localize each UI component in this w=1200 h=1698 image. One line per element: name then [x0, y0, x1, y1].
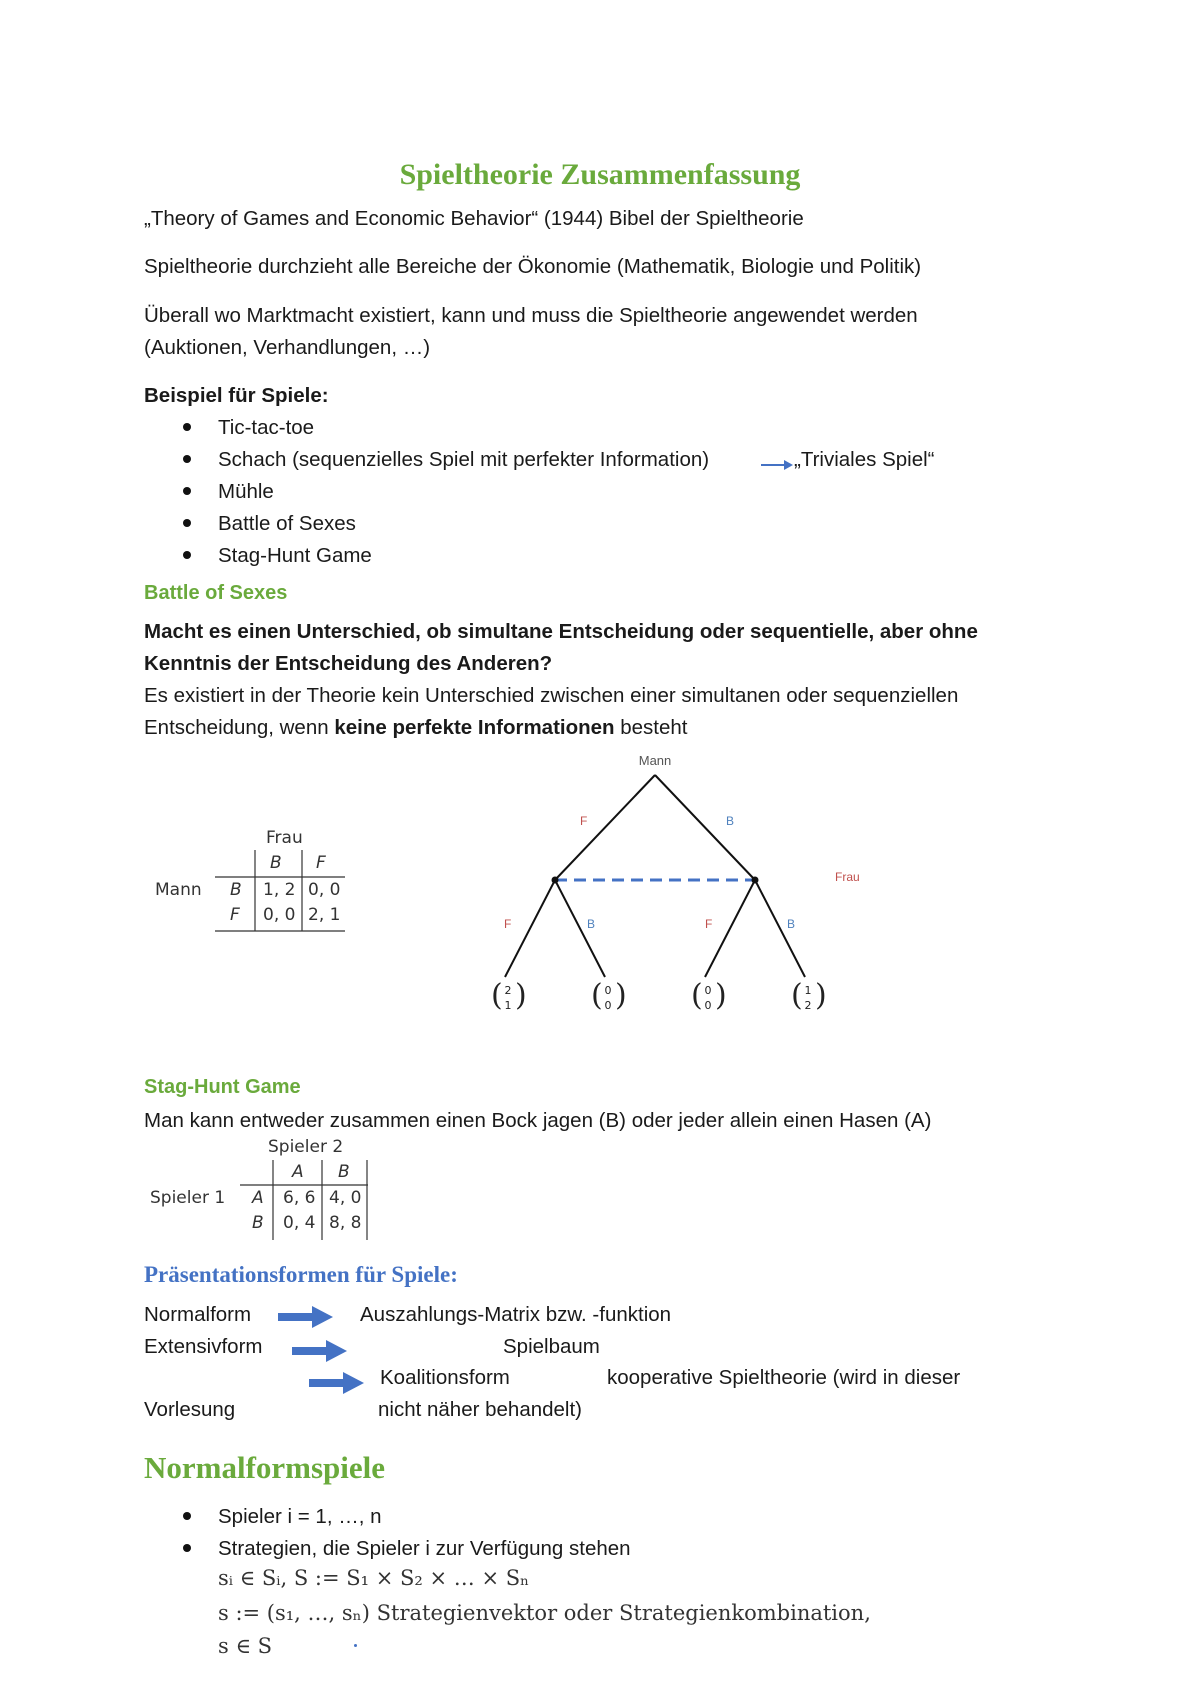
matrix-grid-lines	[240, 1160, 375, 1245]
schach-note: „Triviales Spiel“	[794, 448, 935, 471]
matrix-cell: 8, 8	[329, 1213, 362, 1233]
bullet-icon	[183, 487, 191, 495]
tree-edge	[705, 880, 755, 977]
page-title: Spieltheorie Zusammenfassung	[399, 158, 801, 191]
answer-post: besteht	[614, 716, 688, 739]
matrix-cell: 2, 1	[308, 905, 341, 925]
game-tree	[470, 745, 870, 1035]
matrix-row-player: Mann	[155, 880, 202, 900]
matrix-col-label: B	[338, 1162, 350, 1182]
svg-text:(: (	[591, 978, 603, 1013]
bullet-icon	[183, 1544, 191, 1552]
svg-text:2: 2	[804, 999, 812, 1012]
form-extensive: Extensivform	[144, 1335, 263, 1358]
arrow-right-icon	[309, 1371, 365, 1395]
battle-question-b: Kenntnis der Entscheidung des Anderen?	[144, 652, 553, 675]
list-item: Spieler i = 1, …, n	[218, 1505, 382, 1528]
bullet-icon	[183, 423, 191, 431]
matrix-row-label: F	[230, 905, 240, 925]
payoff-vector	[491, 978, 527, 1013]
matrix-row-label: A	[252, 1188, 264, 1208]
payoff-vector	[691, 978, 727, 1013]
answer-bold: keine perfekte Informationen	[334, 716, 615, 739]
bullet-icon	[183, 1512, 191, 1520]
tree-edge	[555, 775, 655, 880]
form-normal: Normalform	[144, 1303, 252, 1326]
svg-text:): )	[515, 978, 527, 1013]
payoff-vector	[791, 978, 827, 1013]
svg-text:): )	[615, 978, 627, 1013]
examples-heading: Beispiel für Spiele:	[144, 384, 329, 407]
battle-answer-b	[144, 716, 688, 740]
intro-line-3a: Überall wo Marktmacht existiert, kann und muss die Spieltheorie angewendet werden	[144, 304, 918, 327]
normalform-heading: Normalformspiele	[144, 1450, 386, 1485]
intro-line-3b: (Auktionen, Verhandlungen, …)	[144, 336, 431, 359]
tree-move-label: B	[787, 917, 796, 931]
matrix-col-player: Frau	[266, 828, 303, 848]
battle-heading: Battle of Sexes	[144, 582, 288, 604]
math-strategy-vector: s := (s₁, …, sₙ) Strategienvektor oder Strategienkombination,	[218, 1601, 871, 1625]
list-item: Battle of Sexes	[218, 512, 356, 535]
intro-line-2: Spieltheorie durchzieht alle Bereiche der Ökonomie (Mathematik, Biologie und Politik)	[144, 255, 922, 278]
form-normal-desc: Auszahlungs-Matrix bzw. -funktion	[360, 1303, 672, 1326]
matrix-cell: 0, 0	[308, 880, 341, 900]
svg-text:(: (	[791, 978, 803, 1013]
matrix-cell: 4, 0	[329, 1188, 362, 1208]
intro-line-1: „Theory of Games and Economic Behavior“ (1944) Bibel der Spieltheorie	[144, 207, 804, 230]
battle-question-a: Macht es einen Unterschied, ob simultane Entscheidung oder sequentielle, aber ohne	[144, 620, 978, 643]
math-strategy-sets: sᵢ ∈ Sᵢ, S := S₁ × S₂ × … × Sₙ	[218, 1566, 530, 1590]
matrix-col-label: A	[292, 1162, 304, 1182]
tree-move-label: B	[587, 917, 596, 931]
bullet-icon	[183, 519, 191, 527]
svg-text:0: 0	[704, 984, 712, 997]
matrix-col-label: B	[270, 853, 282, 873]
matrix-cell: 1, 2	[263, 880, 296, 900]
tree-root-label: Mann	[638, 753, 672, 768]
list-item: Mühle	[218, 480, 274, 503]
svg-text:0: 0	[604, 984, 612, 997]
form-coalition-desc: kooperative Spieltheorie (wird in dieser	[607, 1366, 961, 1389]
svg-text:(: (	[691, 978, 703, 1013]
info-set-label: Frau	[835, 870, 860, 884]
svg-text:(: (	[491, 978, 503, 1013]
tree-move-label: F	[705, 917, 713, 931]
tree-edge	[505, 880, 555, 977]
arrow-right-icon	[292, 1339, 348, 1363]
arrow-right-icon	[278, 1305, 334, 1329]
list-item: Stag-Hunt Game	[218, 544, 372, 567]
svg-text:1: 1	[504, 999, 512, 1012]
svg-text:0: 0	[604, 999, 612, 1012]
matrix-cell: 6, 6	[283, 1188, 316, 1208]
form-lecture: Vorlesung	[144, 1398, 236, 1421]
svg-text:): )	[815, 978, 827, 1013]
tree-edge	[755, 880, 805, 977]
matrix-row-label: B	[252, 1213, 264, 1233]
bullet-icon	[183, 455, 191, 463]
payoff-vector	[591, 978, 627, 1013]
form-extensive-desc: Spielbaum	[503, 1335, 600, 1358]
matrix-grid-lines	[215, 850, 350, 935]
list-item: Tic-tac-toe	[218, 416, 315, 439]
form-coalition-desc-2: nicht näher behandelt)	[378, 1398, 583, 1421]
svg-text:0: 0	[704, 999, 712, 1012]
tree-edge	[555, 880, 605, 977]
svg-text:): )	[715, 978, 727, 1013]
svg-text:1: 1	[804, 984, 812, 997]
matrix-cell: 0, 0	[263, 905, 296, 925]
matrix-col-player: Spieler 2	[268, 1137, 344, 1157]
svg-text:2: 2	[504, 984, 512, 997]
matrix-cell: 0, 4	[283, 1213, 316, 1233]
list-item: Schach (sequenzielles Spiel mit perfekter Information)	[218, 448, 710, 471]
stag-text: Man kann entweder zusammen einen Bock jagen (B) oder jeder allein einen Hasen (A)	[144, 1109, 932, 1132]
stray-dot	[354, 1644, 357, 1647]
stag-heading: Stag-Hunt Game	[144, 1076, 301, 1098]
tree-edge	[655, 775, 755, 880]
arrow-right-icon	[760, 458, 794, 472]
matrix-col-label: F	[316, 853, 326, 873]
math-membership: s ∈ S	[218, 1634, 273, 1658]
answer-pre: Entscheidung, wenn	[144, 716, 335, 739]
tree-move-label: F	[504, 917, 512, 931]
matrix-row-player: Spieler 1	[150, 1188, 226, 1208]
tree-move-label: B	[726, 814, 735, 828]
forms-heading: Präsentationsformen für Spiele:	[144, 1262, 458, 1287]
battle-answer-a: Es existiert in der Theorie kein Unterschied zwischen einer simultanen oder sequenziellen	[144, 684, 959, 707]
form-coalition: Koalitionsform	[380, 1366, 510, 1389]
bullet-icon	[183, 551, 191, 559]
matrix-row-label: B	[230, 880, 242, 900]
tree-move-label: F	[580, 814, 588, 828]
list-item: Strategien, die Spieler i zur Verfügung stehen	[218, 1537, 631, 1560]
